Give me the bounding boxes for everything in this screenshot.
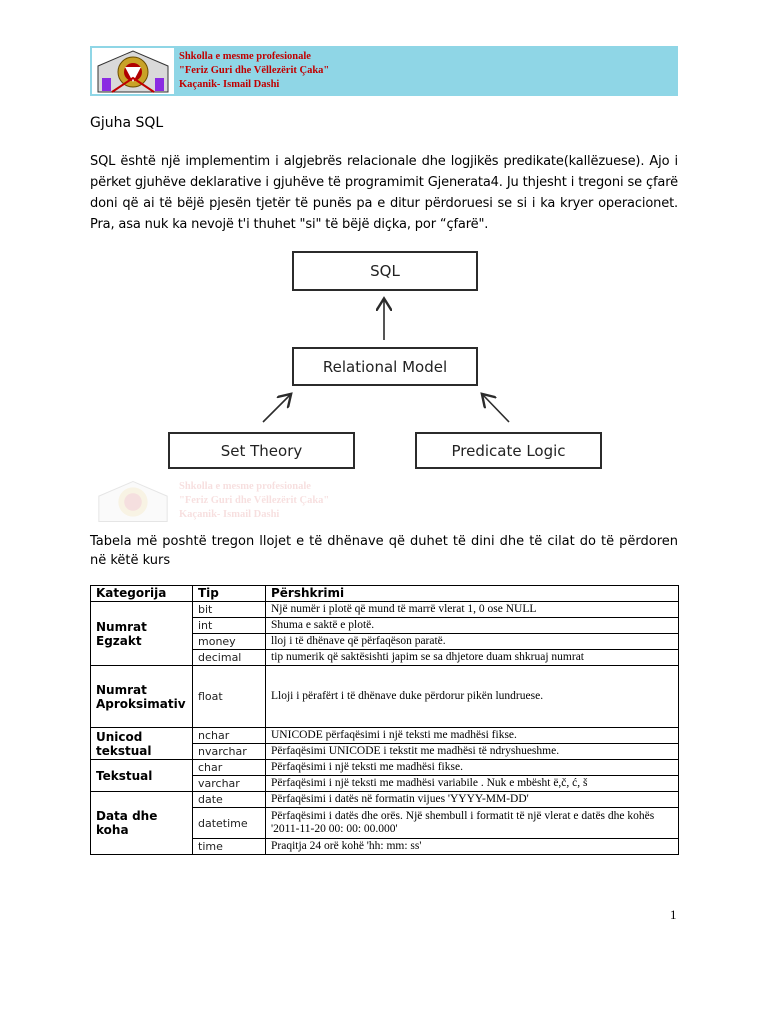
header-kategorija: Kategorija [91, 586, 193, 602]
tip-cell: int [193, 618, 266, 634]
table-row [91, 728, 679, 744]
header-line-3: Kaçanik- Ismail Dashi [179, 79, 280, 90]
table-row [91, 760, 679, 776]
table-caption: Tabela më poshtë tregon llojet e të dhënave që duhet të dini dhe të cilat do të përdoren në këtë kurs [90, 534, 678, 568]
school-header-banner [90, 46, 678, 96]
description-cell: Përfaqësimi i një teksti me madhësi variabile . Nuk e mbësht ë,č, ć, š [266, 776, 679, 792]
watermark-logo-icon [93, 478, 173, 524]
description-cell: Përfaqësimi i datës dhe orës. Një shembull i formatit të një vlerat e datës dhe kohës '2011-11-20 00: 00: 00.000' [266, 808, 679, 839]
table-header-row [91, 586, 679, 602]
description-cell: UNICODE përfaqësimi i një teksti me madhësi fikse. [266, 728, 679, 744]
description-cell: Një numër i plotë që mund të marrë vlerat 1, 0 ose NULL [266, 602, 679, 618]
description-cell: Praqitja 24 orë kohë 'hh: mm: ss' [266, 839, 679, 855]
sql-diagram [165, 248, 605, 473]
table-row [91, 666, 679, 728]
category-cell: Data dhe koha [91, 792, 193, 855]
description-cell: Përfaqësimi i një teksti me madhësi fikse. [266, 760, 679, 776]
box-relational-model: Relational Model [292, 347, 478, 386]
tip-cell: nvarchar [193, 744, 266, 760]
tip-cell: date [193, 792, 266, 808]
box-sql: SQL [292, 251, 478, 291]
tip-cell: datetime [193, 808, 266, 839]
box-set-theory: Set Theory [168, 432, 355, 469]
page-number: 1 [670, 907, 677, 922]
tip-cell: char [193, 760, 266, 776]
header-line-1: Shkolla e mesme profesionale [179, 51, 311, 62]
tip-cell: decimal [193, 650, 266, 666]
category-cell: Numrat Aproksimativ [91, 666, 193, 728]
data-types-table [90, 585, 679, 855]
arrow-pred-to-rm [483, 395, 509, 422]
tip-cell: time [193, 839, 266, 855]
category-cell: Numrat Egzakt [91, 602, 193, 666]
description-cell: Përfaqësimi UNICODE i tekstit me madhësi të ndryshueshme. [266, 744, 679, 760]
intro-paragraph: SQL është një implementim i algjebrës relacionale dhe logjikës predikate(kallëzuese). Ajo i përket gjuhëve deklarative i gjuhëve të programimit Gjenerata4. Ju thjesht i tregoni se çfarë doni që ai të bëjë pjesën tjetër të punës pa e ditur përdoruesi se si i ka kryer operacionet. Pra, asa nuk ka nevojë t'i thuhet "si" të bëjë diçka, por “çfarë". [90, 154, 678, 232]
page-title: Gjuha SQL [90, 115, 164, 131]
description-cell: Lloji i përafërt i të dhënave duke përdorur pikën lundruese. [266, 666, 679, 728]
watermark-line-3: Kaçanik- Ismail Dashi [179, 509, 280, 520]
description-cell: tip numerik që saktësishti japim se sa dhjetore duam shkruaj numrat [266, 650, 679, 666]
tip-cell: money [193, 634, 266, 650]
watermark-line-1: Shkolla e mesme profesionale [179, 481, 311, 492]
category-cell: Unicod tekstual [91, 728, 193, 760]
tip-cell: nchar [193, 728, 266, 744]
description-cell: lloj i të dhënave që përfaqëson paratë. [266, 634, 679, 650]
header-watermark [93, 478, 363, 526]
arrow-set-to-rm [263, 395, 290, 422]
box-predicate-logic: Predicate Logic [415, 432, 602, 469]
description-cell: Përfaqësimi i datës në formatin vijues 'YYYY-MM-DD' [266, 792, 679, 808]
table-row [91, 602, 679, 618]
tip-cell: float [193, 666, 266, 728]
table-row [91, 792, 679, 808]
watermark-line-2: "Feriz Guri dhe Vëllezërit Çaka" [179, 495, 330, 506]
tip-cell: bit [193, 602, 266, 618]
header-tip: Tip [193, 586, 266, 602]
description-cell: Shuma e saktë e plotë. [266, 618, 679, 634]
header-line-2: "Feriz Guri dhe Vëllezërit Çaka" [179, 65, 330, 76]
school-logo-icon [92, 48, 174, 94]
category-cell: Tekstual [91, 760, 193, 792]
header-pershkrimi: Përshkrimi [266, 586, 679, 602]
tip-cell: varchar [193, 776, 266, 792]
